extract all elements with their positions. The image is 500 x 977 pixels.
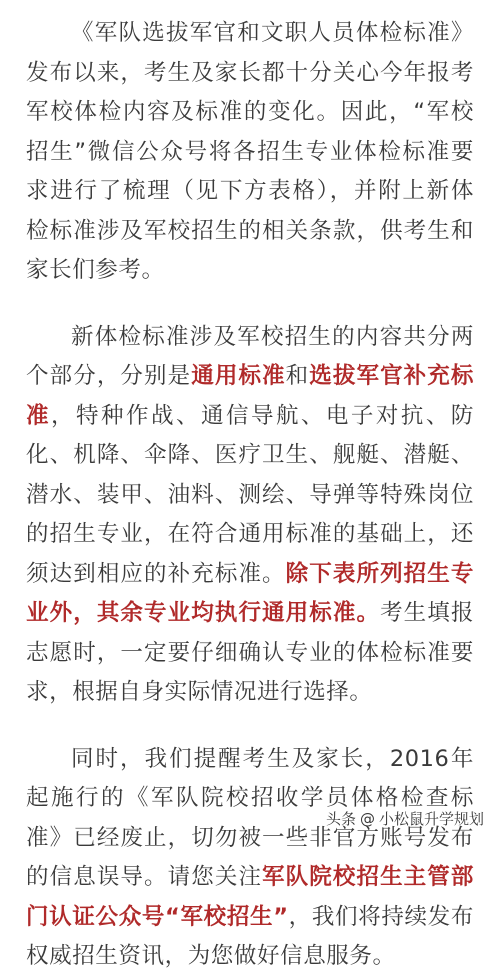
paragraph-intro-text: 《军队选拔军官和文职人员体检标准》发布以来，考生及家长都十分关心今年报考军校体检内容及标准的变化。因此，“军校招生”微信公众号将各招生专业体检标准要求进行了梳理（见下方表格），并附上新体检标准涉及军校招生的相关条款，供考生和家长们参考。 xyxy=(26,20,474,283)
watermark-account: 小松鼠升学规划 xyxy=(378,810,484,828)
watermark-platform: 头条 xyxy=(325,810,356,828)
highlight-other-majors-note: 除下表所列招生专业外，其余专业均执行通用标准。 xyxy=(26,560,474,626)
watermark-at: @ xyxy=(359,809,375,828)
reminder-text-2: ，我们将持续发布权威招生资讯，为您做好信息服务。 xyxy=(26,903,474,969)
highlight-supplementary-standard: 选拔军官补充标准 xyxy=(26,363,474,429)
standards-text-3: ，特种作战、通信导航、电子对抗、防化、机降、伞降、医疗卫生、舰艇、潜艇、潜水、装甲、油料、测绘、导弹等特殊岗位的招生专业，在符合通用标准的基础上，还须达到相应的补充标准。 xyxy=(26,402,474,587)
highlight-official-account: 军队院校招生主管部门认证公众号“军校招生” xyxy=(26,864,474,930)
standards-text-1: 新体检标准涉及军校招生的内容共分两个部分，分别是 xyxy=(26,323,474,389)
standards-text-4: 考生填报志愿时，一定要仔细确认专业的体检标准要求，根据自身实际情况进行选择。 xyxy=(26,600,474,705)
watermark xyxy=(326,808,484,829)
standards-text-2: 和 xyxy=(285,363,310,389)
highlight-general-standard: 通用标准 xyxy=(191,363,286,389)
paragraph-intro xyxy=(26,14,474,291)
paragraph-standards xyxy=(26,318,474,713)
paragraph-reminder xyxy=(26,740,474,977)
reminder-text-1: 同时，我们提醒考生及家长，2016年起施行的《军队院校招收学员体格检查标准》已经废止，切勿被一些非官方账号发布的信息误导。请您关注 xyxy=(26,745,474,890)
